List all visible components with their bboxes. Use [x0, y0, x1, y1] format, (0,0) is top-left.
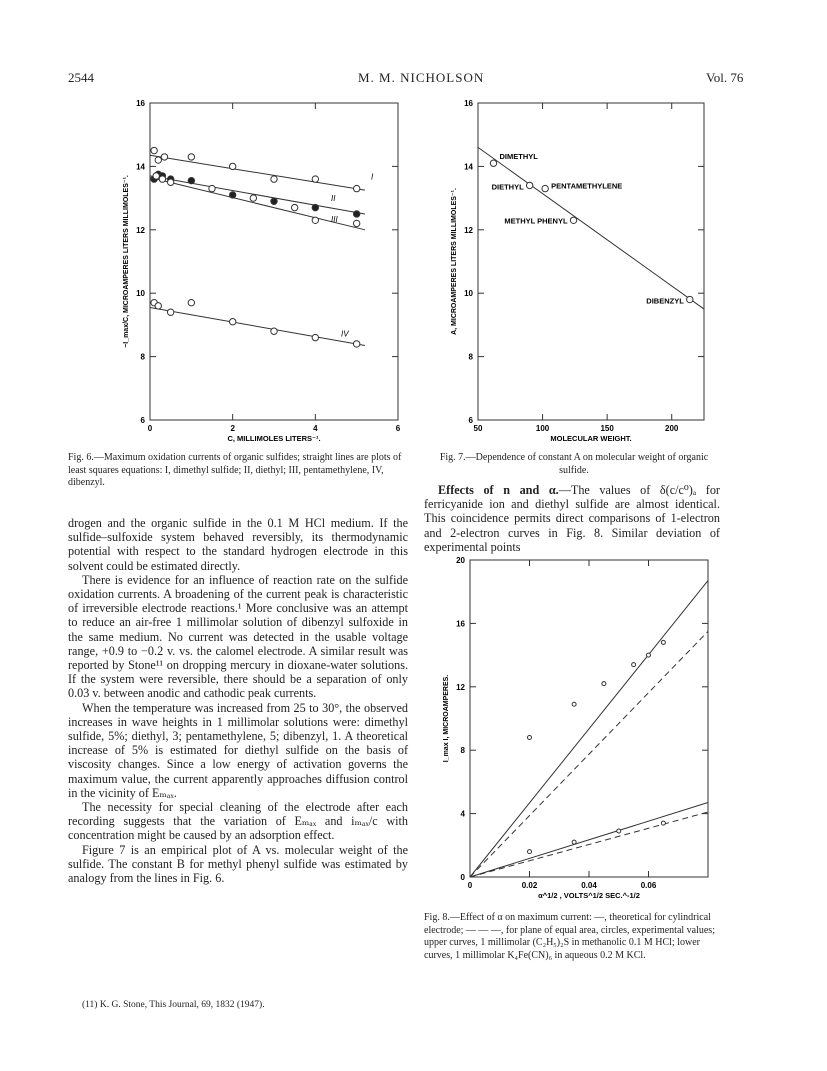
paragraph: Figure 7 is an empirical plot of A vs. molecular weight of the sulfide. The constant B for methyl phenyl sulfide was estimated by analogy from the lines in Fig. 6.	[68, 842, 408, 886]
data-point	[353, 341, 359, 347]
point-label: METHYL PHENYL	[504, 216, 568, 226]
data-point	[250, 195, 256, 201]
data-point	[229, 163, 235, 169]
y-tick-label: 12	[464, 225, 473, 235]
data-point	[159, 176, 165, 182]
y-tick-label: 12	[136, 225, 145, 235]
data-point	[312, 176, 318, 182]
data-point	[167, 309, 173, 315]
y-tick-label: 14	[464, 162, 473, 172]
x-tick-label: 0.02	[521, 881, 538, 890]
y-tick-label: 4	[460, 809, 465, 819]
fit-line	[150, 307, 365, 345]
data-point	[209, 185, 215, 191]
point-label: PENTAMETHYLENE	[551, 181, 623, 191]
x-tick-label: 6	[395, 424, 401, 433]
plot-frame	[150, 103, 398, 420]
x-tick-label: 0	[147, 424, 153, 433]
x-tick-label: 0.06	[640, 881, 657, 890]
theory-line	[470, 581, 708, 877]
y-tick-label: 16	[456, 619, 465, 629]
point-label: DIMETHYL	[499, 152, 538, 162]
page-number: 2544	[68, 70, 94, 85]
data-point	[167, 179, 173, 185]
section-heading: Effects of n and α.	[438, 483, 559, 497]
plot-frame	[478, 103, 704, 420]
x-tick-label: 2	[230, 424, 235, 433]
data-point	[661, 640, 665, 644]
data-point	[687, 296, 693, 302]
data-point	[291, 204, 297, 210]
data-point	[153, 173, 159, 179]
theory-line	[470, 812, 708, 877]
fit-line	[478, 147, 704, 309]
footnote: (11) K. G. Stone, This Journal, 69, 1832 (1947).	[82, 1000, 265, 1010]
series-label: I	[371, 172, 374, 182]
y-tick-label: 8	[140, 352, 145, 362]
data-point	[161, 154, 167, 160]
data-point	[271, 176, 277, 182]
data-point	[572, 840, 576, 844]
x-axis-label: MOLECULAR WEIGHT.	[550, 434, 632, 443]
x-tick-label: 4	[313, 424, 318, 433]
series-label: II	[331, 193, 336, 203]
y-tick-label: 10	[136, 289, 145, 299]
data-point	[312, 334, 318, 340]
paragraph: —The values of δ(c/c⁰)ₐ for ferricyanide ion and diethyl sulfide are almost identical. This coincidence permits direct comparisons of 1-electron and 2-electron curves in Fig. 8. Similar deviation of experimental points	[424, 483, 720, 554]
point-label: DIBENZYL	[646, 296, 684, 306]
point-label: DIETHYL	[491, 182, 524, 192]
y-axis-label: A, MICROAMPERES LITERS MILLIMOLES⁻¹.	[451, 188, 458, 335]
paragraph: There is evidence for an influence of reaction rate on the sulfide oxidation currents. A broadening of the current peak is characteristic of irreversible electrode reactions.¹ More conclusive was an attempt to reduce an air-free 1 millimolar solution of dibenzyl sulfoxide in the same medium. No current was detected in the usable voltage range, +0.9 to −0.2 v. vs. the calomel electrode. A similar result was reported by Stone¹¹ on dropping mercury in dioxane-water solutions. If the system were reversible, there should be a separation of only 0.03 v. between anodic and cathodic peak currents.	[68, 572, 408, 701]
y-tick-label: 6	[468, 416, 473, 425]
y-axis-label: I_max I, MICROAMPERES.	[443, 674, 450, 763]
series-label: III	[331, 214, 338, 224]
data-point	[526, 182, 532, 188]
data-point	[353, 185, 359, 191]
x-tick-label: 0.04	[581, 881, 597, 890]
x-axis-label: C, MILLIMOLES LITERS⁻¹.	[227, 434, 321, 443]
data-point	[570, 217, 576, 223]
data-point	[312, 217, 318, 223]
data-point	[271, 328, 277, 334]
y-tick-label: 8	[468, 352, 473, 362]
data-point	[271, 198, 277, 204]
x-tick-label: 100	[535, 424, 550, 433]
y-tick-label: 0	[460, 873, 465, 882]
x-tick-label: 150	[600, 424, 614, 433]
x-tick-label: 50	[473, 424, 483, 433]
y-tick-label: 16	[136, 99, 145, 108]
data-point	[188, 154, 194, 160]
data-point	[647, 653, 651, 657]
data-point	[155, 157, 161, 163]
data-point	[617, 829, 621, 833]
paragraph: drogen and the organic sulfide in the 0.1 M HCl medium. If the sulfide–sulfoxide system behaved reversibly, its thermodynamic potential with respect to the standard hydrogen electrode in this solvent could be estimated directly.	[68, 516, 408, 573]
y-tick-label: 10	[464, 289, 473, 299]
figure-6-caption: Fig. 6.—Maximum oxidation currents of organic sulfides; straight lines are plots of least squares equations: I, dimethyl sulfide; II, diethyl; III, pentamethylene, IV, dibenzyl.	[68, 452, 402, 488]
data-point	[229, 319, 235, 325]
data-point	[542, 185, 548, 191]
volume-label: Vol. 76	[706, 70, 744, 85]
figure-6-chart	[108, 98, 414, 448]
data-point	[528, 736, 532, 740]
y-axis-label: −I_max/C, MICROAMPERES LITERS MILLIMOLES⁻¹.	[123, 175, 130, 348]
figure-7-caption: Fig. 7.—Dependence of constant A on molecular weight of organic sulfide.	[439, 452, 709, 476]
data-point	[602, 682, 606, 686]
y-tick-label: 12	[456, 682, 465, 692]
series-label: IV	[341, 329, 349, 339]
right-column-text	[424, 483, 720, 554]
data-point	[151, 147, 157, 153]
paragraph: The necessity for special cleaning of the electrode after each recording suggests that the variation of Eₘₐₓ and iₘₐₓ/c with concentration might be caused by an adsorption effect.	[68, 800, 408, 843]
figure-7-chart	[420, 98, 720, 448]
data-point	[188, 300, 194, 306]
running-author: M. M. NICHOLSON	[358, 70, 485, 85]
y-tick-label: 16	[464, 99, 473, 108]
y-tick-label: 20	[456, 556, 465, 565]
y-tick-label: 8	[460, 746, 465, 756]
data-point	[528, 850, 532, 854]
left-column-text	[68, 516, 408, 885]
data-point	[353, 220, 359, 226]
data-point	[661, 821, 665, 825]
data-point	[155, 303, 161, 309]
data-point	[490, 160, 496, 166]
y-tick-label: 14	[136, 162, 145, 172]
x-tick-label: 0	[467, 881, 473, 890]
y-tick-label: 6	[140, 416, 145, 425]
data-point	[188, 177, 194, 183]
figure-8-caption: Fig. 8.—Effect of α on maximum current: —, theoretical for cylindrical electrode; — — —, for plane of equal area, circles, experimental values; upper curves, 1 millimolar (C₂H₅)₂S in methanolic 0.1 M HCl; lower curves, 1 millimolar K₄Fe(CN)₆ in aqueous 0.2 M KCl.	[424, 912, 715, 961]
paragraph: When the temperature was increased from 25 to 30°, the observed increases in wave heights in 1 millimolar solutions were: dimethyl sulfide, 5%; diethyl, 3; pentamethylene, 5; dibenzyl, 1. A theoretical increase of 5% is estimated for diethyl sulfide on the basis of viscosity changes. Since a low energy of activation governs the maximum value, the current apparently approaches diffusion control in the vicinity of Eₘₐₓ.	[68, 700, 408, 800]
figure-8-chart	[420, 555, 720, 905]
data-point	[312, 204, 318, 210]
x-axis-label: α^1/2 , VOLTS^1/2 SEC.^-1/2	[538, 891, 640, 900]
plot-frame	[470, 560, 708, 877]
data-point	[353, 211, 359, 217]
x-tick-label: 200	[665, 424, 679, 433]
data-point	[632, 663, 636, 667]
data-point	[572, 702, 576, 706]
